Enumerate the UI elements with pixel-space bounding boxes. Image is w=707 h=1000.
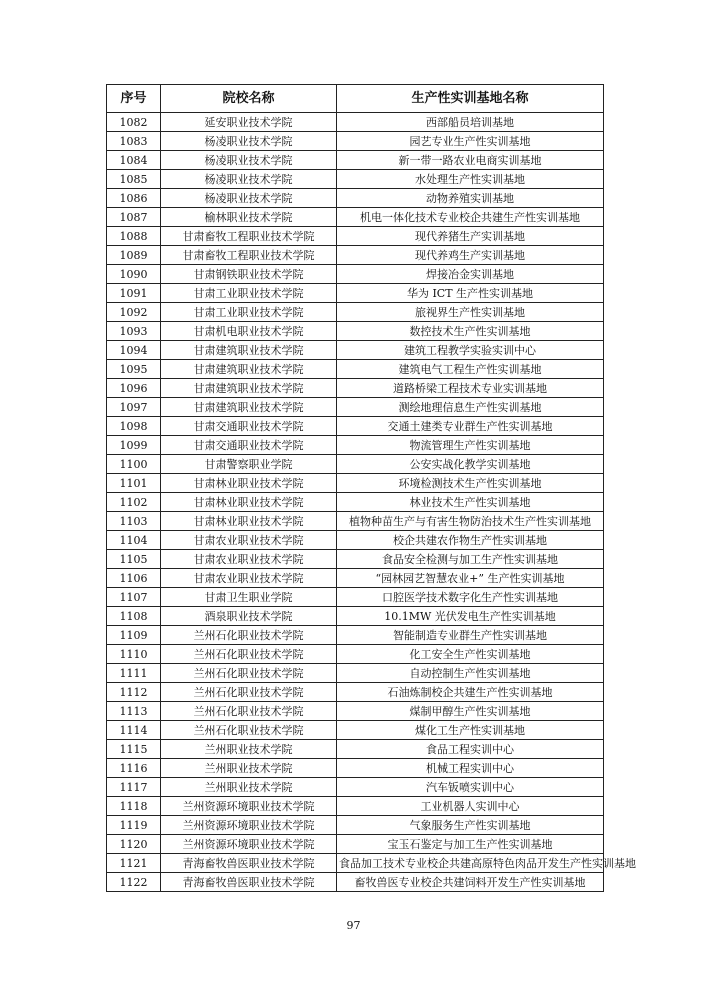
cell-serial-number: 1103: [107, 512, 161, 531]
table-row: [107, 873, 604, 892]
table-row: [107, 778, 604, 797]
cell-school-name: 兰州石化职业技术学院: [161, 702, 337, 721]
table-row: [107, 341, 604, 360]
cell-serial-number: 1112: [107, 683, 161, 702]
cell-base-name: 植物种苗生产与有害生物防治技术生产性实训基地: [337, 512, 604, 531]
cell-base-name: 建筑工程教学实验实训中心: [337, 341, 604, 360]
table-row: [107, 664, 604, 683]
cell-base-name: 新一带一路农业电商实训基地: [337, 151, 604, 170]
cell-school-name: 兰州石化职业技术学院: [161, 721, 337, 740]
cell-base-name: 数控技术生产性实训基地: [337, 322, 604, 341]
cell-school-name: 兰州资源环境职业技术学院: [161, 835, 337, 854]
table-row: [107, 835, 604, 854]
cell-serial-number: 1115: [107, 740, 161, 759]
cell-base-name: 机电一体化技术专业校企共建生产性实训基地: [337, 208, 604, 227]
table-row: [107, 797, 604, 816]
cell-school-name: 延安职业技术学院: [161, 113, 337, 132]
cell-base-name: 建筑电气工程生产性实训基地: [337, 360, 604, 379]
cell-serial-number: 1102: [107, 493, 161, 512]
cell-base-name: 智能制造专业群生产性实训基地: [337, 626, 604, 645]
table-row: [107, 303, 604, 322]
cell-serial-number: 1119: [107, 816, 161, 835]
cell-serial-number: 1122: [107, 873, 161, 892]
cell-school-name: 兰州石化职业技术学院: [161, 683, 337, 702]
cell-school-name: 酒泉职业技术学院: [161, 607, 337, 626]
cell-school-name: 青海畜牧兽医职业技术学院: [161, 854, 337, 873]
cell-base-name: 西部船员培训基地: [337, 113, 604, 132]
cell-school-name: 兰州石化职业技术学院: [161, 626, 337, 645]
cell-school-name: 甘肃畜牧工程职业技术学院: [161, 246, 337, 265]
table-row: [107, 683, 604, 702]
cell-serial-number: 1087: [107, 208, 161, 227]
cell-base-name: 水处理生产性实训基地: [337, 170, 604, 189]
table-row: [107, 721, 604, 740]
cell-serial-number: 1098: [107, 417, 161, 436]
cell-school-name: 甘肃林业职业技术学院: [161, 512, 337, 531]
table-row: [107, 759, 604, 778]
cell-base-name: 汽车钣喷实训中心: [337, 778, 604, 797]
table-row: [107, 132, 604, 151]
cell-serial-number: 1107: [107, 588, 161, 607]
cell-school-name: 兰州职业技术学院: [161, 759, 337, 778]
cell-serial-number: 1085: [107, 170, 161, 189]
cell-serial-number: 1111: [107, 664, 161, 683]
cell-base-name: 林业技术生产性实训基地: [337, 493, 604, 512]
cell-base-name: 动物养殖实训基地: [337, 189, 604, 208]
table-row: [107, 208, 604, 227]
cell-base-name: 食品安全检测与加工生产性实训基地: [337, 550, 604, 569]
cell-base-name: 口腔医学技术数字化生产性实训基地: [337, 588, 604, 607]
cell-serial-number: 1093: [107, 322, 161, 341]
cell-serial-number: 1096: [107, 379, 161, 398]
table-row: [107, 322, 604, 341]
cell-school-name: 甘肃工业职业技术学院: [161, 303, 337, 322]
table-row: [107, 398, 604, 417]
cell-school-name: 杨凌职业技术学院: [161, 170, 337, 189]
cell-base-name: 自动控制生产性实训基地: [337, 664, 604, 683]
cell-serial-number: 1097: [107, 398, 161, 417]
cell-base-name: 旅视界生产性实训基地: [337, 303, 604, 322]
training-base-table: [106, 84, 636, 892]
header-base-name: 生产性实训基地名称: [337, 85, 604, 113]
cell-school-name: 杨凌职业技术学院: [161, 151, 337, 170]
cell-school-name: 甘肃林业职业技术学院: [161, 493, 337, 512]
cell-base-name: 畜牧兽医专业校企共建饲料开发生产性实训基地: [337, 873, 604, 892]
table-row: [107, 151, 604, 170]
table-row: [107, 550, 604, 569]
header-serial-number: 序号: [107, 85, 161, 113]
cell-serial-number: 1120: [107, 835, 161, 854]
cell-base-name: 现代养猪生产实训基地: [337, 227, 604, 246]
cell-school-name: 甘肃建筑职业技术学院: [161, 379, 337, 398]
cell-base-name: 校企共建农作物生产性实训基地: [337, 531, 604, 550]
cell-base-name: 机械工程实训中心: [337, 759, 604, 778]
cell-base-name: 交通土建类专业群生产性实训基地: [337, 417, 604, 436]
cell-school-name: 兰州资源环境职业技术学院: [161, 797, 337, 816]
cell-serial-number: 1106: [107, 569, 161, 588]
cell-school-name: 甘肃农业职业技术学院: [161, 569, 337, 588]
cell-school-name: 甘肃卫生职业学院: [161, 588, 337, 607]
cell-base-name: 环境检测技术生产性实训基地: [337, 474, 604, 493]
table-row: [107, 607, 604, 626]
page-number: 97: [346, 919, 361, 932]
table-row: [107, 512, 604, 531]
cell-base-name: 煤制甲醇生产性实训基地: [337, 702, 604, 721]
cell-school-name: 杨凌职业技术学院: [161, 132, 337, 151]
cell-base-name: 食品工程实训中心: [337, 740, 604, 759]
cell-serial-number: 1094: [107, 341, 161, 360]
cell-school-name: 甘肃农业职业技术学院: [161, 531, 337, 550]
cell-serial-number: 1086: [107, 189, 161, 208]
cell-serial-number: 1084: [107, 151, 161, 170]
cell-serial-number: 1099: [107, 436, 161, 455]
table-row: [107, 417, 604, 436]
cell-serial-number: 1088: [107, 227, 161, 246]
table-row: [107, 284, 604, 303]
cell-school-name: 甘肃农业职业技术学院: [161, 550, 337, 569]
header-school-name: 院校名称: [161, 85, 337, 113]
cell-school-name: 甘肃机电职业技术学院: [161, 322, 337, 341]
cell-serial-number: 1089: [107, 246, 161, 265]
table-row: [107, 626, 604, 645]
table-row: [107, 227, 604, 246]
cell-base-name: 道路桥梁工程技术专业实训基地: [337, 379, 604, 398]
cell-serial-number: 1092: [107, 303, 161, 322]
table-row: [107, 113, 604, 132]
cell-base-name: 工业机器人实训中心: [337, 797, 604, 816]
cell-serial-number: 1113: [107, 702, 161, 721]
cell-serial-number: 1101: [107, 474, 161, 493]
cell-school-name: 兰州职业技术学院: [161, 778, 337, 797]
cell-school-name: 甘肃林业职业技术学院: [161, 474, 337, 493]
cell-base-name: 物流管理生产性实训基地: [337, 436, 604, 455]
cell-base-name: 测绘地理信息生产性实训基地: [337, 398, 604, 417]
cell-school-name: 甘肃建筑职业技术学院: [161, 398, 337, 417]
table-row: [107, 854, 604, 873]
table-row: [107, 531, 604, 550]
cell-serial-number: 1100: [107, 455, 161, 474]
cell-serial-number: 1108: [107, 607, 161, 626]
cell-serial-number: 1095: [107, 360, 161, 379]
table-row: [107, 740, 604, 759]
table-row: [107, 379, 604, 398]
table-row: [107, 360, 604, 379]
cell-serial-number: 1110: [107, 645, 161, 664]
cell-school-name: 杨凌职业技术学院: [161, 189, 337, 208]
table-row: [107, 588, 604, 607]
table-header-row: [107, 85, 604, 113]
cell-school-name: 兰州石化职业技术学院: [161, 664, 337, 683]
cell-serial-number: 1082: [107, 113, 161, 132]
table-row: [107, 246, 604, 265]
cell-school-name: 兰州石化职业技术学院: [161, 645, 337, 664]
cell-serial-number: 1114: [107, 721, 161, 740]
cell-school-name: 甘肃建筑职业技术学院: [161, 360, 337, 379]
cell-serial-number: 1121: [107, 854, 161, 873]
cell-school-name: 甘肃钢铁职业技术学院: [161, 265, 337, 284]
cell-base-name: 化工安全生产性实训基地: [337, 645, 604, 664]
cell-school-name: 甘肃交通职业技术学院: [161, 417, 337, 436]
cell-serial-number: 1091: [107, 284, 161, 303]
cell-base-name: “园林园艺智慧农业+” 生产性实训基地: [337, 569, 604, 588]
cell-school-name: 甘肃建筑职业技术学院: [161, 341, 337, 360]
table-row: [107, 170, 604, 189]
table-row: [107, 569, 604, 588]
cell-base-name: 石油炼制校企共建生产性实训基地: [337, 683, 604, 702]
cell-serial-number: 1104: [107, 531, 161, 550]
cell-base-name: 华为 ICT 生产性实训基地: [337, 284, 604, 303]
cell-serial-number: 1105: [107, 550, 161, 569]
cell-base-name: 宝玉石鉴定与加工生产性实训基地: [337, 835, 604, 854]
table-row: [107, 455, 604, 474]
cell-school-name: 青海畜牧兽医职业技术学院: [161, 873, 337, 892]
table-row: [107, 436, 604, 455]
cell-base-name: 煤化工生产性实训基地: [337, 721, 604, 740]
table-row: [107, 474, 604, 493]
table-row: [107, 816, 604, 835]
cell-serial-number: 1090: [107, 265, 161, 284]
cell-base-name: 现代养鸡生产实训基地: [337, 246, 604, 265]
cell-base-name: 食品加工技术专业校企共建高原特色肉品开发生产性实训基地: [337, 854, 604, 873]
cell-school-name: 榆林职业技术学院: [161, 208, 337, 227]
cell-school-name: 甘肃交通职业技术学院: [161, 436, 337, 455]
cell-school-name: 甘肃工业职业技术学院: [161, 284, 337, 303]
cell-base-name: 气象服务生产性实训基地: [337, 816, 604, 835]
table-row: [107, 493, 604, 512]
cell-school-name: 甘肃警察职业学院: [161, 455, 337, 474]
table-row: [107, 265, 604, 284]
cell-school-name: 甘肃畜牧工程职业技术学院: [161, 227, 337, 246]
cell-school-name: 兰州职业技术学院: [161, 740, 337, 759]
cell-serial-number: 1083: [107, 132, 161, 151]
table-row: [107, 702, 604, 721]
cell-base-name: 园艺专业生产性实训基地: [337, 132, 604, 151]
cell-serial-number: 1117: [107, 778, 161, 797]
cell-serial-number: 1118: [107, 797, 161, 816]
cell-base-name: 10.1MW 光伏发电生产性实训基地: [337, 607, 604, 626]
table-row: [107, 645, 604, 664]
table-row: [107, 189, 604, 208]
cell-base-name: 公安实战化教学实训基地: [337, 455, 604, 474]
cell-serial-number: 1109: [107, 626, 161, 645]
cell-base-name: 焊接冶金实训基地: [337, 265, 604, 284]
cell-school-name: 兰州资源环境职业技术学院: [161, 816, 337, 835]
cell-serial-number: 1116: [107, 759, 161, 778]
table-body: [107, 113, 636, 892]
